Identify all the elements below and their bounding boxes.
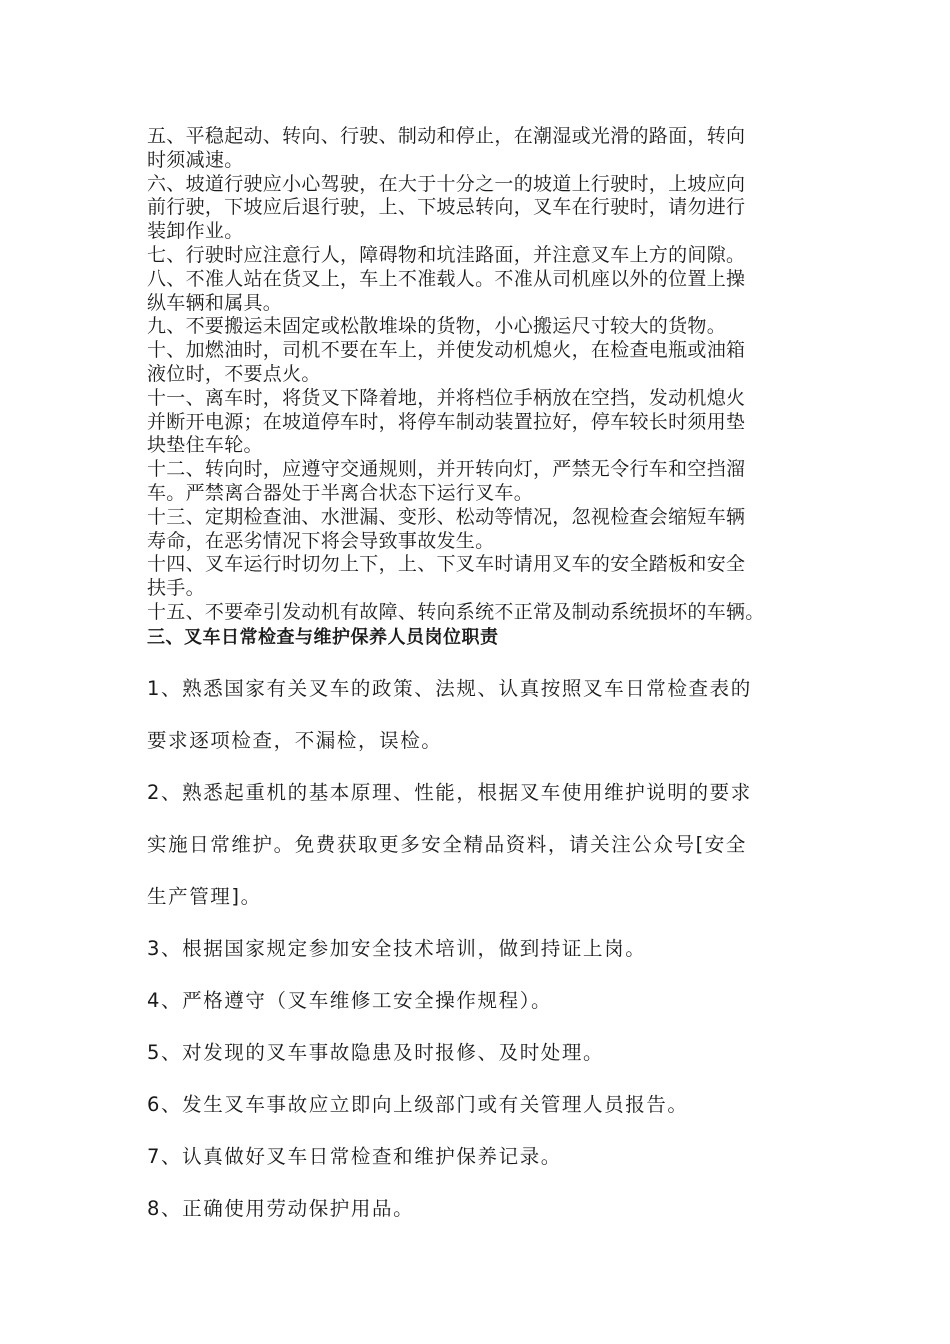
rule-item-14: 十四、叉车运行时切勿上下，上、下叉车时请用叉车的安全踏板和安全 扶手。 [147, 553, 746, 600]
rule-item-13: 十三、定期检查油、水泄漏、变形、松动等情况，忽视检查会缩短车辆 寿命，在恶劣情况下将会导致事故发生。 [147, 505, 746, 552]
duty-item-3: 3、根据国家规定参加安全技术培训，做到持证上岗。 [147, 936, 647, 960]
duty-item-2: 2、熟悉起重机的基本原理、性能，根据叉车使用维护说明的要求 实施日常维护。免费获取更多安全精品资料，请关注公众号[安全 生产管理]。 [147, 780, 752, 908]
rule-item-10: 十、加燃油时，司机不要在车上，并使发动机熄火，在检查电瓶或油箱 液位时，不要点火。 [147, 339, 746, 385]
rule-item-11: 十一、离车时，将货叉下降着地，并将档位手柄放在空挡，发动机熄火 并断开电源；在坡道停车时，将停车制动装置拉好，停车较长时须用垫 块垫住车轮。 [147, 386, 746, 457]
operation-rules-list [147, 125, 817, 625]
duty-item-7: 7、认真做好叉车日常检查和维护保养记录。 [147, 1144, 562, 1168]
duties-list [147, 663, 817, 1235]
rule-item-12: 十二、转向时，应遵守交通规则，并开转向灯，严禁无令行车和空挡溜 车。严禁离合器处于半离合状态下运行叉车。 [147, 458, 746, 504]
duty-item-8: 8、正确使用劳动保护用品。 [147, 1196, 415, 1220]
duty-item-1: 1、熟悉国家有关叉车的政策、法规、认真按照叉车日常检查表的 要求逐项检查，不漏检，误检。 [147, 676, 752, 752]
rule-item-9: 九、不要搬运未固定或松散堆垛的货物，小心搬运尺寸较大的货物。 [147, 315, 727, 338]
section-heading: 三、叉车日常检查与维护保养人员岗位职责 [147, 626, 499, 648]
duty-item-6: 6、发生叉车事故应立即向上级部门或有关管理人员报告。 [147, 1092, 689, 1116]
duty-item-5: 5、对发现的叉车事故隐患及时报修、及时处理。 [147, 1040, 605, 1064]
duty-item-4: 4、严格遵守（叉车维修工安全操作规程）。 [147, 988, 553, 1012]
rule-item-8: 八、不准人站在货叉上，车上不准载人。不准从司机座以外的位置上操 纵车辆和属具。 [147, 267, 746, 314]
rule-item-6: 六、坡道行驶应小心驾驶，在大于十分之一的坡道上行驶时，上坡应向 前行驶，下坡应后退行驶，上、下坡忌转向，叉车在行驶时，请勿进行 装卸作业。 [147, 172, 746, 243]
rule-item-5: 五、平稳起动、转向、行驶、制动和停止，在潮湿或光滑的路面，转向 时须减速。 [147, 125, 746, 171]
rule-item-15: 十五、不要牵引发动机有故障、转向系统不正常及制动系统损坏的车辆。 [147, 600, 765, 623]
rule-item-7: 七、行驶时应注意行人，障碍物和坑洼路面，并注意叉车上方的间隙。 [147, 243, 746, 266]
document-content [147, 125, 817, 1235]
